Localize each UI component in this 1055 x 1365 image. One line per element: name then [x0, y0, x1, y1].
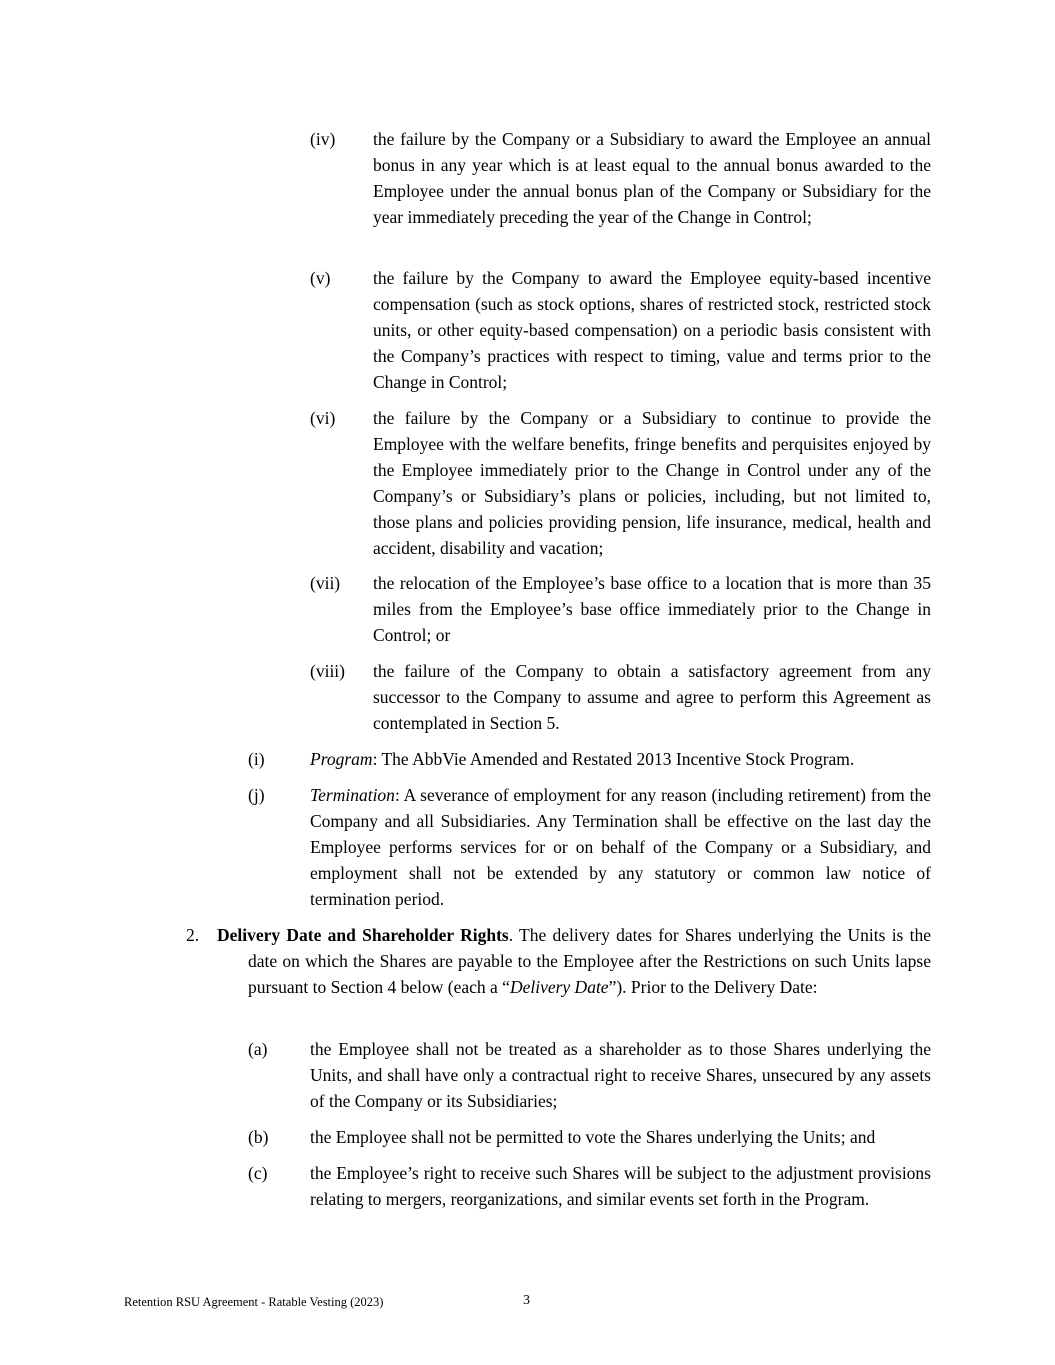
clause-label: (viii) — [310, 661, 345, 681]
item-label: (c) — [248, 1163, 268, 1183]
clause-label: (vii) — [310, 573, 341, 593]
section-number: 2. — [186, 925, 200, 945]
item-text: the Employee shall not be treated as a shareholder as to those Shares underlying the Units, and shall have only a contractual right to receive Shares, unsecured by any assets of the Company or its Subsidiaries; — [310, 1039, 931, 1111]
definition-label: (j) — [248, 785, 265, 805]
definition-body: : The AbbVie Amended and Restated 2013 Incentive Stock Program. — [372, 749, 855, 769]
item-label: (b) — [248, 1127, 269, 1147]
clause-text: the failure by the Company or a Subsidiary to continue to provide the Employee with the welfare benefits, fringe benefits and perquisites enjoyed by the Employee immediately prior to the Change in Control under any of the Company’s or Subsidiary’s plans or policies, including, but not limited to, those plans and policies providing pension, life insurance, medical, health and accident, disability and vacation; — [373, 408, 931, 558]
definition-text — [310, 746, 931, 772]
clause-label: (vi) — [310, 408, 336, 428]
footer-title: Retention RSU Agreement - Ratable Vesting (2023) — [124, 1295, 384, 1309]
definition-term: Program — [310, 749, 373, 769]
clause-label: (v) — [310, 268, 331, 288]
item-label: (a) — [248, 1039, 268, 1059]
clause-text: the failure of the Company to obtain a satisfactory agreement from any successor to the Company to assume and agree to perform this Agreement as contemplated in Section 5. — [373, 661, 931, 733]
definition-body: : A severance of employment for any reason (including retirement) from the Company and all Subsidiaries. Any Termination shall be effective on the last day the Employee performs services for or on behalf of the Company or a Subsidiary, and employment shall not be extended by any statutory or common law notice of termination period. — [310, 785, 931, 909]
definition-term: Termination — [310, 785, 395, 805]
section-body-start: . The delivery dates for Shares underlying the Units is the date on which the Shares are payable to the Employee after the Restrictions on such Units lapse pursuant to Section 4 below (each a “ — [248, 925, 932, 997]
clause-label: (iv) — [310, 129, 336, 149]
section-heading: Delivery Date and Shareholder Rights — [217, 925, 509, 945]
item-text: the Employee’s right to receive such Shares will be subject to the adjustment provisions relating to mergers, reorganizations, and similar events set forth in the Program. — [310, 1163, 931, 1209]
clause-text: the failure by the Company or a Subsidiary to award the Employee an annual bonus in any year which is at least equal to the annual bonus awarded to the Employee under the annual bonus plan of the Company or Subsidiary for the year immediately preceding the year of the Change in Control; — [373, 129, 931, 227]
section-term: Delivery Date — [509, 977, 609, 997]
section-text — [217, 922, 932, 1000]
definition-label: (i) — [248, 749, 265, 769]
clause-text: the relocation of the Employee’s base office to a location that is more than 35 miles from the Employee’s base office immediately prior to the Change in Control; or — [373, 573, 931, 645]
definition-text — [310, 782, 931, 912]
section-body-end: ”). Prior to the Delivery Date: — [608, 977, 818, 997]
page-number: 3 — [523, 1293, 530, 1308]
clause-text: the failure by the Company to award the Employee equity-based incentive compensation (such as stock options, shares of restricted stock, restricted stock units, or other equity-based compensation) on a periodic basis consistent with the Company’s practices with respect to timing, value and terms prior to the Change in Control; — [373, 268, 931, 392]
item-text: the Employee shall not be permitted to vote the Shares underlying the Units; and — [310, 1127, 876, 1147]
